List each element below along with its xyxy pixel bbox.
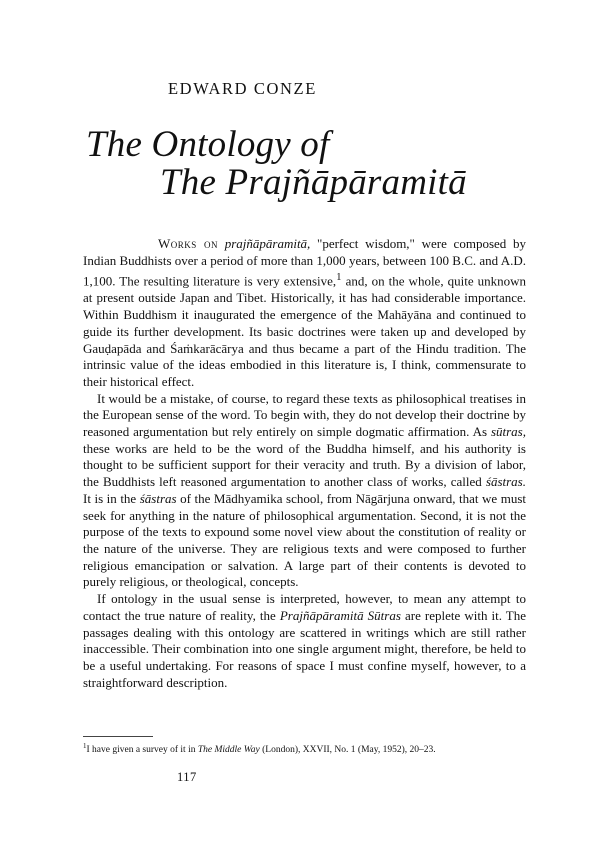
footnote-work-title: The Middle Way xyxy=(197,745,260,756)
term-prajnaparamita-sutras: Prajñāpāramitā Sūtras xyxy=(279,607,401,623)
article-title-line-2: The Prajñāpāramitā xyxy=(160,162,467,203)
footnote-mark: 1 xyxy=(83,742,87,750)
paragraph-2-text-c: It is in the xyxy=(83,490,140,506)
paragraph-3-text-a: If ontology in the usual sense is interpreted, however, to mean any attempt to contact the true nature of reality, the xyxy=(83,591,526,623)
paragraph-2-text-b: these works are held to be the word of the Buddha himself, and his authority is thought to be sufficient support for their veracity and truth. By a division of labor, the Buddhists left reasoned argumentation to another class of works, called xyxy=(83,440,526,490)
paragraph-2-text-a: It would be a mistake, of course, to regard these texts as philosophical treatises in the European sense of the word. To begin with, they do not develop their doctrine by reasoned argumentation but rely entirely on simple dogmatic affirmation. As xyxy=(83,390,526,440)
footnote-text-a: I have given a survey of it in xyxy=(86,745,198,756)
paragraph-3 xyxy=(83,591,526,691)
paragraph-2-text-d: of the Mādhyamika school, from Nāgārjuna onward, that we must seek for anything in the nature of philosophical argumentation. Second, it is not the purpose of the texts to expound some novel view about the constitution of reality or the nature of the universe. They are religious texts and were composed to further religious emancipation or salvation. A large part of their contents is devoted to purely religious, or theological, concepts. xyxy=(83,490,527,590)
footnote-divider xyxy=(83,736,153,737)
term-sutras: sūtras, xyxy=(490,424,526,440)
paragraph-2 xyxy=(83,391,526,591)
article-title-line-1: The Ontology of xyxy=(86,124,330,165)
author-name: EDWARD CONZE xyxy=(168,79,317,98)
footnote-text-b: (London), XXVII, No. 1 (May, 1952), 20–23. xyxy=(259,745,436,756)
paragraph-1 xyxy=(83,236,526,391)
lead-in-words: Works on xyxy=(158,236,218,251)
article-body xyxy=(83,236,526,691)
paragraph-1-text: "perfect wisdom," were composed by Indian Buddhists over a period of more than 1,000 years, between 100 B.C. and A.D. 1,100. The resulting literature is very extensive, xyxy=(83,236,526,289)
paragraph-3-text-b: are replete with it. The passages dealing with this ontology are scattered in writings which are still rather inaccessible. Their combination into one single argument might, therefore, be held to be a useful undertaking. For reasons of space I must confine myself, however, to a straightforward description. xyxy=(83,607,527,690)
page-number: 117 xyxy=(177,770,197,784)
paragraph-1-text-cont: and, on the whole, quite unknown at present outside Japan and Tibet. Historically, it has had considerable importance. Within Buddhism it inaugurated the emergence of the Mahāyāna and continued to guide its further development. Its basic doctrines were taken up and developed by Gauḍapāda and Śaṁkarācārya and thus became a part of the Hindu tradition. The intrinsic value of the ideas embodied in this literature is, I think, commensurate to their historical effect. xyxy=(83,273,526,389)
term-sastras-2: śāstras xyxy=(139,490,177,506)
lead-in-term: prajñāpāramitā, xyxy=(224,236,311,251)
footnote xyxy=(83,740,526,756)
term-sastras: śāstras. xyxy=(485,474,526,490)
footnote-reference[interactable]: 1 xyxy=(336,271,342,284)
